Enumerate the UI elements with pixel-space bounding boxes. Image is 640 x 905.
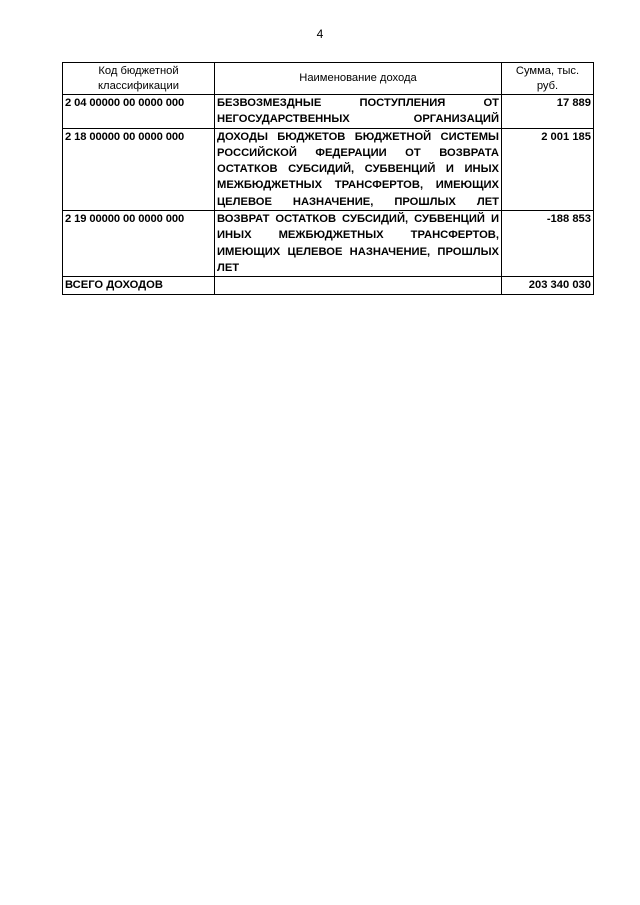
row-amount: -188 853: [502, 211, 594, 277]
header-amount: Сумма, тыс. руб.: [502, 63, 594, 95]
row-code: 2 18 00000 00 0000 000: [63, 128, 215, 210]
total-amount: 203 340 030: [502, 277, 594, 294]
header-code: Код бюджетной классификации: [63, 63, 215, 95]
row-code: 2 04 00000 00 0000 000: [63, 95, 215, 129]
row-amount: 2 001 185: [502, 128, 594, 210]
table-row: [63, 95, 594, 129]
total-name: [215, 277, 502, 294]
income-table: [62, 62, 594, 295]
table-row: [63, 211, 594, 277]
total-row: [63, 277, 594, 294]
total-label: ВСЕГО ДОХОДОВ: [63, 277, 215, 294]
row-code: 2 19 00000 00 0000 000: [63, 211, 215, 277]
header-name: Наименование дохода: [215, 63, 502, 95]
table-row: [63, 128, 594, 210]
row-name: БЕЗВОЗМЕЗДНЫЕ ПОСТУПЛЕНИЯ ОТ НЕГОСУДАРСТВЕННЫХ ОРГАНИЗАЦИЙ: [215, 95, 502, 129]
page-number: 4: [316, 27, 324, 41]
table-header-row: [63, 63, 594, 95]
row-name: ВОЗВРАТ ОСТАТКОВ СУБСИДИЙ, СУБВЕНЦИЙ И ИНЫХ МЕЖБЮДЖЕТНЫХ ТРАНСФЕРТОВ, ИМЕЮЩИХ ЦЕЛЕВОЕ НАЗНАЧЕНИЕ, ПРОШЛЫХ ЛЕТ: [215, 211, 502, 277]
row-amount: 17 889: [502, 95, 594, 129]
row-name: ДОХОДЫ БЮДЖЕТОВ БЮДЖЕТНОЙ СИСТЕМЫ РОССИЙСКОЙ ФЕДЕРАЦИИ ОТ ВОЗВРАТА ОСТАТКОВ СУБСИДИЙ, СУБВЕНЦИЙ И ИНЫХ МЕЖБЮДЖЕТНЫХ ТРАНСФЕРТОВ, ИМЕЮЩИХ ЦЕЛЕВОЕ НАЗНАЧЕНИЕ, ПРОШЛЫХ ЛЕТ: [215, 128, 502, 210]
